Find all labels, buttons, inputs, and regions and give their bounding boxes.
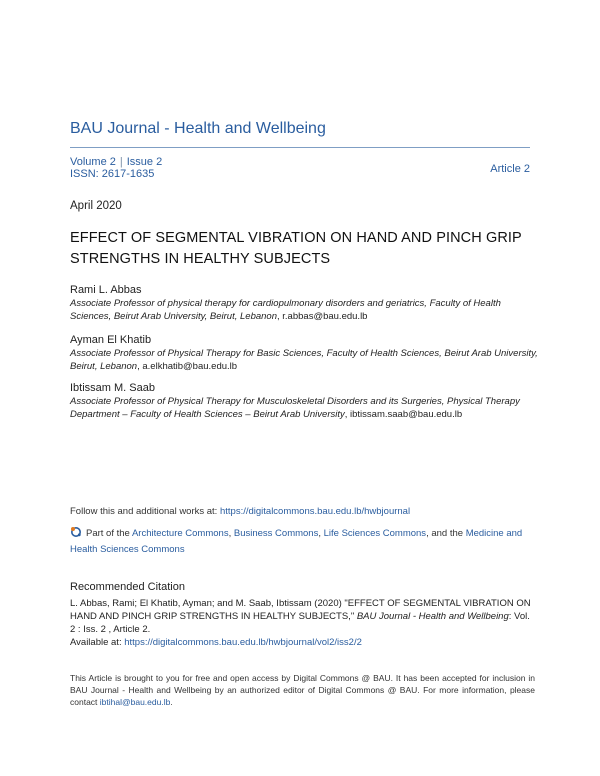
- medicine-health-sciences-commons-link[interactable]: Medicine and Health Sciences Commons: [70, 528, 523, 555]
- author-name: Rami L. Abbas: [70, 284, 142, 296]
- follow-link[interactable]: https://digitalcommons.bau.edu.lb/hwbjournal: [219, 506, 411, 517]
- access-notice: [70, 672, 535, 708]
- part-of-line: [70, 526, 540, 558]
- business-commons-link[interactable]: Business Commons: [233, 528, 319, 539]
- follow-line: [70, 506, 410, 517]
- recommended-citation-heading: Recommended Citation: [70, 581, 185, 593]
- author-block: [70, 381, 540, 421]
- author-name: Ayman El Khatib: [70, 334, 152, 346]
- affiliation-text: Associate Professor of Physical Therapy for Musculoskeletal Disorders and its Surgeries, Physical Therapy Department – Faculty of Health Sciences – Beirut Arab University: [70, 396, 520, 420]
- author-block: [70, 283, 540, 323]
- citation-volume: : Vol. 2 : Iss. 2 , Article 2.: [70, 611, 530, 635]
- volume-issue-separator: |: [119, 156, 123, 168]
- author-affiliation: [70, 395, 540, 421]
- issn: ISSN: 2617-1635: [70, 168, 155, 180]
- author-affiliation: [70, 297, 540, 323]
- publication-date: April 2020: [70, 200, 122, 212]
- recommended-citation: [70, 597, 535, 649]
- affiliation-text: Associate Professor of physical therapy for cardiopulmonary disorders and geriatrics, Faculty of Health Sciences, Beirut Arab University, Beirut, Lebanon: [70, 298, 501, 322]
- volume-issue: [70, 156, 162, 168]
- author-block: [70, 333, 540, 373]
- citation-link[interactable]: https://digitalcommons.bau.edu.lb/hwbjournal/vol2/iss2/2: [124, 637, 362, 648]
- available-label: Available at:: [70, 637, 125, 648]
- volume-link[interactable]: Volume 2: [70, 156, 116, 168]
- journal-title[interactable]: BAU Journal - Health and Wellbeing: [70, 120, 326, 137]
- part-of-prefix: Part of the: [86, 528, 132, 539]
- follow-text: Follow this and additional works at:: [70, 506, 220, 517]
- author-affiliation: [70, 347, 540, 373]
- part-of-separator: ,: [228, 528, 234, 539]
- part-of-separator: ,: [318, 528, 324, 539]
- access-notice-text: This Article is brought to you for free and open access by Digital Commons @ BAU. It has been accepted for inclusion in BAU Journal - Health and Wellbeing by an authorized editor of Digital Commons @ BAU. For more information, please contact: [70, 673, 535, 707]
- issue-link[interactable]: Issue 2: [126, 156, 163, 168]
- author-email: , r.abbas@bau.edu.lb: [277, 311, 368, 322]
- header-divider: [70, 147, 530, 148]
- life-sciences-commons-link[interactable]: Life Sciences Commons: [323, 528, 427, 539]
- access-notice-end: .: [170, 697, 173, 707]
- commons-network-icon: [70, 526, 82, 538]
- author-email: , ibtissam.saab@bau.edu.lb: [344, 409, 463, 420]
- contact-email-link[interactable]: ibtihal@bau.edu.lb: [99, 697, 171, 707]
- citation-text: L. Abbas, Rami; El Khatib, Ayman; and M. Saab, Ibtissam (2020) "EFFECT OF SEGMENTAL VIBRATION ON HAND AND PINCH GRIP STRENGTHS IN HEALTHY SUBJECTS,": [70, 598, 531, 622]
- article-number-link[interactable]: Article 2: [490, 163, 530, 175]
- author-name: Ibtissam M. Saab: [70, 382, 155, 394]
- article-title: EFFECT OF SEGMENTAL VIBRATION ON HAND AND PINCH GRIP STRENGTHS IN HEALTHY SUBJECTS: [70, 230, 522, 267]
- architecture-commons-link[interactable]: Architecture Commons: [131, 528, 229, 539]
- author-email: , a.elkhatib@bau.edu.lb: [137, 361, 238, 372]
- affiliation-text: Associate Professor of Physical Therapy for Basic Sciences, Faculty of Health Sciences, Beirut Arab University, Beirut, Lebanon: [70, 348, 538, 372]
- citation-journal: BAU Journal - Health and Wellbeing: [356, 611, 509, 622]
- part-of-separator: , and the: [426, 528, 466, 539]
